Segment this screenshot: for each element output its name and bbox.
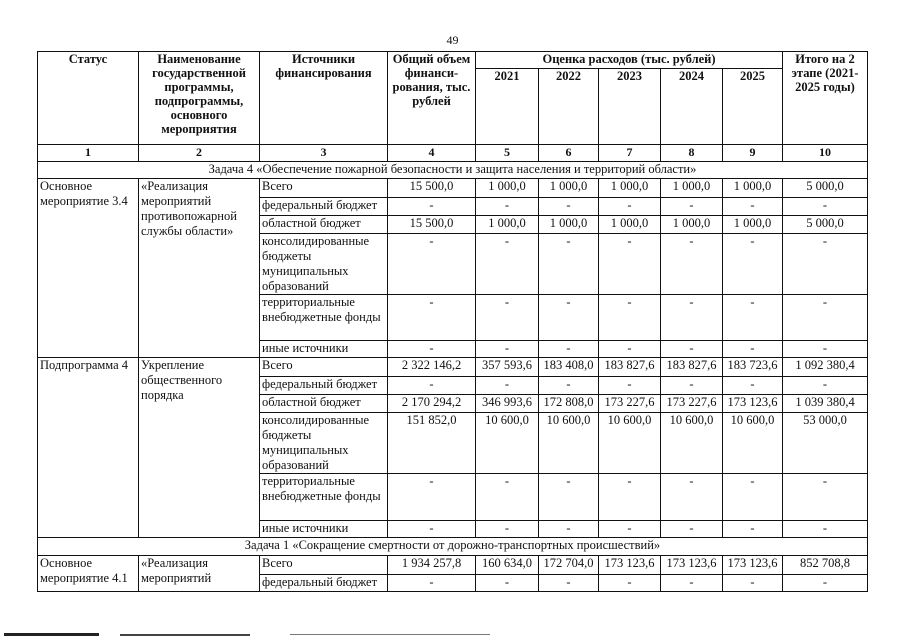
header-year: 2025: [723, 69, 783, 145]
column-number: 5: [476, 145, 539, 162]
year-value-cell: -: [476, 377, 539, 395]
budget-table: [37, 51, 868, 592]
year-value-cell: -: [539, 575, 599, 592]
year-value-cell: 173 123,6: [661, 556, 723, 575]
status-cell: Подпрограмма 4: [38, 358, 139, 538]
year-value-cell: 1 000,0: [723, 179, 783, 198]
source-cell: территориальные внебюджетные фонды: [260, 295, 388, 341]
table-row: [38, 556, 868, 575]
year-value-cell: -: [476, 198, 539, 216]
year-value-cell: -: [476, 341, 539, 358]
header-year: 2024: [661, 69, 723, 145]
year-value-cell: -: [539, 198, 599, 216]
year-value-cell: -: [599, 234, 661, 295]
total-volume-cell: -: [388, 575, 476, 592]
year-value-cell: 1 000,0: [476, 179, 539, 198]
year-value-cell: 173 123,6: [723, 395, 783, 413]
year-value-cell: 346 993,6: [476, 395, 539, 413]
year-value-cell: -: [599, 377, 661, 395]
stage-total-cell: -: [783, 234, 868, 295]
year-value-cell: 357 593,6: [476, 358, 539, 377]
year-value-cell: -: [599, 575, 661, 592]
year-value-cell: -: [723, 377, 783, 395]
year-value-cell: -: [599, 198, 661, 216]
stage-total-cell: 852 708,8: [783, 556, 868, 575]
total-volume-cell: 1 934 257,8: [388, 556, 476, 575]
year-value-cell: 10 600,0: [661, 413, 723, 474]
column-number: 10: [783, 145, 868, 162]
header-sources: Источники финансирования: [260, 52, 388, 145]
scan-edge-mark: [4, 633, 99, 636]
total-volume-cell: -: [388, 341, 476, 358]
year-value-cell: -: [599, 295, 661, 341]
year-value-cell: 173 123,6: [599, 556, 661, 575]
table-row: [38, 358, 868, 377]
scan-edge-mark: [290, 634, 490, 635]
year-value-cell: -: [599, 474, 661, 521]
scan-edge-mark: [120, 634, 250, 636]
year-value-cell: -: [661, 377, 723, 395]
header-status: Статус: [38, 52, 139, 145]
status-cell: Основное мероприятие 3.4: [38, 179, 139, 358]
year-value-cell: -: [539, 521, 599, 538]
year-value-cell: 1 000,0: [476, 216, 539, 234]
total-volume-cell: 151 852,0: [388, 413, 476, 474]
year-value-cell: 183 408,0: [539, 358, 599, 377]
stage-total-cell: -: [783, 198, 868, 216]
year-value-cell: -: [476, 234, 539, 295]
program-name-cell: Укрепление общественного порядка: [139, 358, 260, 538]
header-stage-total: Итого на 2 этапе (2021-2025 годы): [783, 52, 868, 145]
task-title: Задача 1 «Сокращение смертности от дорожно-транспортных происшествий»: [38, 538, 868, 556]
year-value-cell: -: [661, 234, 723, 295]
year-value-cell: -: [723, 341, 783, 358]
header-row: [38, 52, 868, 69]
year-value-cell: -: [599, 521, 661, 538]
stage-total-cell: 1 039 380,4: [783, 395, 868, 413]
stage-total-cell: -: [783, 295, 868, 341]
total-volume-cell: -: [388, 474, 476, 521]
program-name-cell: «Реализация мероприятий: [139, 556, 260, 592]
column-number: 8: [661, 145, 723, 162]
year-value-cell: -: [539, 234, 599, 295]
year-value-cell: -: [476, 575, 539, 592]
year-value-cell: -: [723, 521, 783, 538]
source-cell: федеральный бюджет: [260, 377, 388, 395]
year-value-cell: 172 704,0: [539, 556, 599, 575]
table-row: [38, 179, 868, 198]
year-value-cell: -: [723, 474, 783, 521]
column-number: 2: [139, 145, 260, 162]
year-value-cell: -: [539, 377, 599, 395]
source-cell: Всего: [260, 179, 388, 198]
source-cell: Всего: [260, 358, 388, 377]
year-value-cell: -: [476, 521, 539, 538]
column-number: 7: [599, 145, 661, 162]
total-volume-cell: -: [388, 198, 476, 216]
year-value-cell: 1 000,0: [599, 216, 661, 234]
year-value-cell: 173 227,6: [661, 395, 723, 413]
header-name: Наименование государственной программы, подпрограммы, основного мероприятия: [139, 52, 260, 145]
year-value-cell: 183 827,6: [661, 358, 723, 377]
total-volume-cell: 2 170 294,2: [388, 395, 476, 413]
year-value-cell: 10 600,0: [723, 413, 783, 474]
column-numbers-row: [38, 145, 868, 162]
year-value-cell: 183 827,6: [599, 358, 661, 377]
stage-total-cell: 1 092 380,4: [783, 358, 868, 377]
year-value-cell: 1 000,0: [661, 179, 723, 198]
year-value-cell: -: [661, 295, 723, 341]
source-cell: областной бюджет: [260, 216, 388, 234]
source-cell: Всего: [260, 556, 388, 575]
year-value-cell: -: [723, 295, 783, 341]
header-year: 2021: [476, 69, 539, 145]
year-value-cell: 172 808,0: [539, 395, 599, 413]
stage-total-cell: -: [783, 521, 868, 538]
stage-total-cell: 5 000,0: [783, 179, 868, 198]
year-value-cell: 183 723,6: [723, 358, 783, 377]
task-row: [38, 162, 868, 179]
total-volume-cell: -: [388, 377, 476, 395]
year-value-cell: 1 000,0: [661, 216, 723, 234]
column-number: 1: [38, 145, 139, 162]
year-value-cell: 10 600,0: [599, 413, 661, 474]
task-title: Задача 4 «Обеспечение пожарной безопасности и защита населения и территорий области»: [38, 162, 868, 179]
year-value-cell: -: [661, 341, 723, 358]
column-number: 3: [260, 145, 388, 162]
year-value-cell: 173 123,6: [723, 556, 783, 575]
year-value-cell: 10 600,0: [539, 413, 599, 474]
year-value-cell: -: [539, 474, 599, 521]
source-cell: федеральный бюджет: [260, 575, 388, 592]
year-value-cell: -: [476, 474, 539, 521]
column-number: 4: [388, 145, 476, 162]
year-value-cell: 160 634,0: [476, 556, 539, 575]
header-estimate: Оценка расходов (тыс. рублей): [476, 52, 783, 69]
total-volume-cell: 15 500,0: [388, 216, 476, 234]
total-volume-cell: 15 500,0: [388, 179, 476, 198]
year-value-cell: -: [723, 575, 783, 592]
task-row: [38, 538, 868, 556]
year-value-cell: -: [661, 198, 723, 216]
stage-total-cell: 5 000,0: [783, 216, 868, 234]
stage-total-cell: -: [783, 474, 868, 521]
year-value-cell: -: [723, 198, 783, 216]
year-value-cell: -: [476, 295, 539, 341]
source-cell: федеральный бюджет: [260, 198, 388, 216]
source-cell: областной бюджет: [260, 395, 388, 413]
total-volume-cell: -: [388, 521, 476, 538]
page-number: 49: [446, 33, 459, 47]
year-value-cell: 1 000,0: [723, 216, 783, 234]
year-value-cell: -: [539, 295, 599, 341]
header-year: 2022: [539, 69, 599, 145]
program-name-cell: «Реализация мероприятий противопожарной службы области»: [139, 179, 260, 358]
year-value-cell: -: [661, 521, 723, 538]
year-value-cell: 173 227,6: [599, 395, 661, 413]
year-value-cell: -: [539, 341, 599, 358]
year-value-cell: 1 000,0: [599, 179, 661, 198]
source-cell: иные источники: [260, 521, 388, 538]
source-cell: иные источники: [260, 341, 388, 358]
column-number: 6: [539, 145, 599, 162]
stage-total-cell: -: [783, 377, 868, 395]
total-volume-cell: 2 322 146,2: [388, 358, 476, 377]
source-cell: консолидированные бюджеты муниципальных образований: [260, 234, 388, 295]
header-year: 2023: [599, 69, 661, 145]
status-cell: Основное мероприятие 4.1: [38, 556, 139, 592]
year-value-cell: -: [723, 234, 783, 295]
stage-total-cell: 53 000,0: [783, 413, 868, 474]
source-cell: территориальные внебюджетные фонды: [260, 474, 388, 521]
year-value-cell: 1 000,0: [539, 216, 599, 234]
column-number: 9: [723, 145, 783, 162]
source-cell: консолидированные бюджеты муниципальных образований: [260, 413, 388, 474]
year-value-cell: -: [599, 341, 661, 358]
total-volume-cell: -: [388, 295, 476, 341]
header-total-volume: Общий объем финанси-рования, тыс. рублей: [388, 52, 476, 145]
year-value-cell: 1 000,0: [539, 179, 599, 198]
stage-total-cell: -: [783, 341, 868, 358]
stage-total-cell: -: [783, 575, 868, 592]
total-volume-cell: -: [388, 234, 476, 295]
year-value-cell: -: [661, 474, 723, 521]
year-value-cell: 10 600,0: [476, 413, 539, 474]
year-value-cell: -: [661, 575, 723, 592]
